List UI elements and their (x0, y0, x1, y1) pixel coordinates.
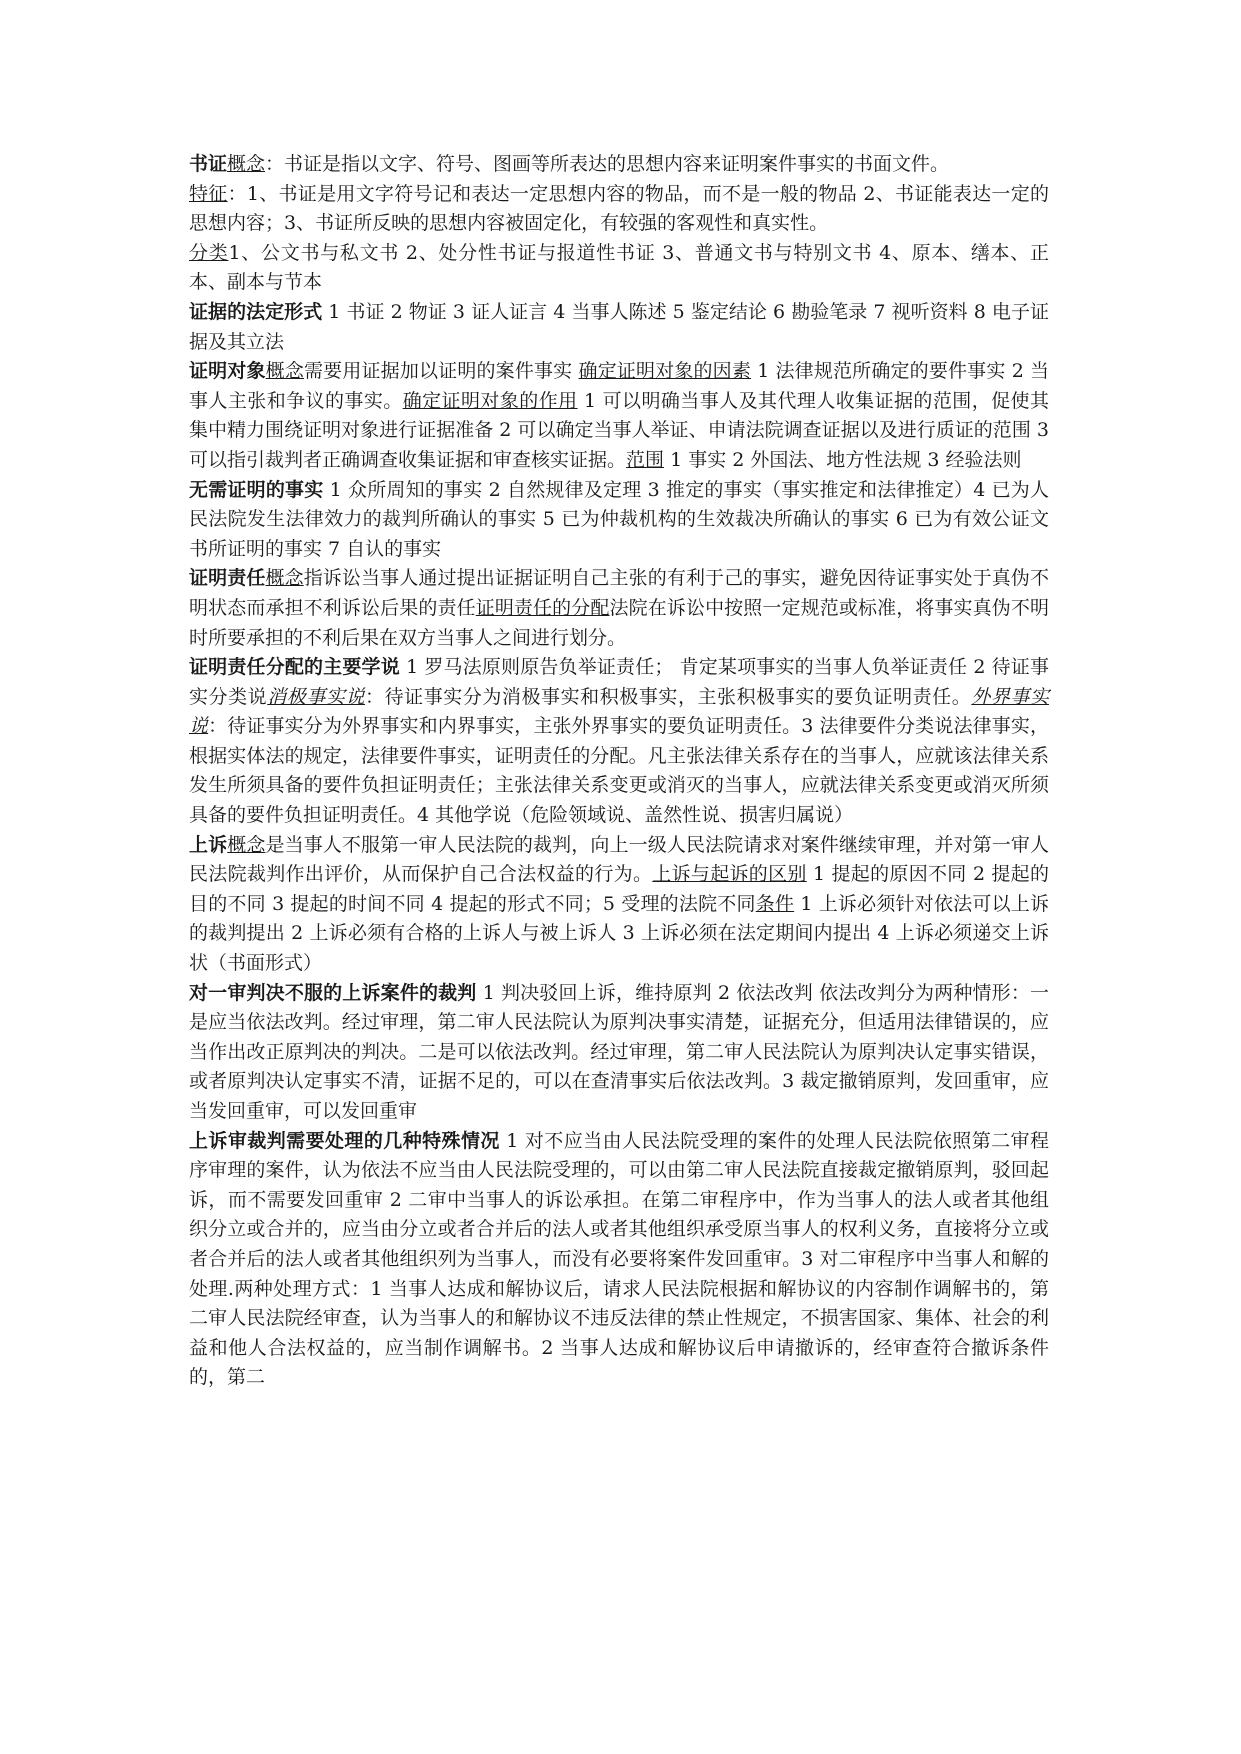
text-run: ：1、书证是用文字符号记和表达一定思想内容的物品，而不是一般的物品 2、书证能表达一定的思想内容；3、书证所反映的思想内容被固定化，有较强的客观性和真实性。 (189, 182, 1049, 235)
heading-shuzheng: 书证 (189, 153, 228, 175)
heading-zhengmingzeren: 证明责任 (189, 567, 266, 590)
label-tezheng: 特征 (189, 182, 228, 205)
text-run: 是当事人不服第一审人民法院的裁判，向上一级人民法院请求对案件继续审理，并对第一审人民法院裁判作出评价，从而保护自己合法权益的行为。 (189, 833, 1049, 886)
text-run: 1 提起的原因不同 2 提起的目的不同 3 提起的时间不同 4 提起的形式不同；5 受理的法院不同 (189, 863, 1049, 915)
text-run: 指诉讼当事人通过提出证据证明自己主张的有利于己的事实，避免因待证事实处于真伪不明状态而承担不利诉讼后果的责任 (189, 567, 1049, 619)
heading-xueshuo: 证明责任分配的主要学说 (189, 656, 400, 679)
label-tiaojian: 条件 (755, 892, 795, 915)
text-run: ：待证事实分为外界事实和内界事实，主张外界事实的要负证明责任。3 法律要件分类说法律事实，根据实体法的规定，法律要件事实，证明责任的分配。凡主张法律关系存在的当事人，应就该法律关系发生所须具备的要件负担证明责任；主张法律关系变更或消灭的当事人，应就法律关系变更或消灭所须具备的要件负担证明责任。4 其他学说（危险领域说、盖然性说、损害归属说） (189, 715, 1049, 827)
text-run: 1 上诉必须针对依法可以上诉的裁判提出 2 上诉必须有合格的上诉人与被上诉人 3 上诉必须在法定期间内提出 4 上诉必须递交上诉状（书面形式） (189, 892, 1049, 975)
heading-wuxuzhengming: 无需证明的事实 (189, 478, 324, 501)
text-run: 1 众所周知的事实 2 自然规律及定理 3 推定的事实（事实推定和法律推定）4 已为人民法院发生法律效力的裁判所确认的事实 5 已为仲裁机构的生效裁决所确认的事实 6 已为有效公证文书所证明的事实 7 自认的事实 (189, 478, 1049, 560)
heading-teshuqingkuang: 上诉审裁判需要处理的几种特殊情况 (189, 1129, 500, 1152)
text-run: 1 对不应当由人民法院受理的案件的处理人民法院依照第二审程序审理的案件，认为依法不应当由人民法院受理的，可以由第二审人民法院直接裁定撤销原判，驳回起诉，而不需要发回重审 2 二审中当事人的诉讼承担。在第二审程序中，作为当事人的法人或者其他组织分立或合并的，应当由分立或者合并后的法人或者其他组织承受原当事人的权利义务，直接将分立或者合并后的法人或者其他组织列为当事人，而没有必要将案件发回重审。3 对二审程序中当事人和解的处理.两种处理方式：1 当事人达成和解协议后，请求人民法院根据和解协议的内容制作调解书的，第二审人民法院经审查，认为当事人的和解协议不违反法律的禁止性规定，不损害国家、集体、社会的利益和他人合法权益的，应当制作调解书。2 当事人达成和解协议后申请撤诉的，经审查符合撤诉条件的，第二 (189, 1129, 1049, 1389)
text-run: 1 罗马法原则原告负举证责任； 肯定某项事实的当事人负举证责任 2 待证事实分类说 (189, 656, 1049, 708)
document-page (189, 150, 1049, 1393)
label-waijie: 外界事实说 (189, 685, 1049, 738)
text-run: 1 法律规范所确定的要件事实 2 当事人主张和争议的事实。 (189, 360, 1049, 412)
label-zuoyong: 确定证明对象的作用 (402, 389, 578, 412)
label-qubie: 上诉与起诉的区别 (652, 863, 807, 886)
para-tezheng (189, 180, 1049, 239)
para-fadingxingshi (189, 298, 1049, 357)
label-fanwei: 范围 (626, 448, 665, 471)
text-run: ：待证事实分为消极事实和积极事实，主张积极事实的要负证明责任。 (365, 685, 972, 708)
para-xueshuo (189, 653, 1049, 831)
label-gainian: 概念 (265, 360, 305, 383)
label-yinsu: 确定证明对象的因素 (578, 360, 752, 383)
para-zhengmingzeren (189, 564, 1049, 653)
heading-yishenpanjue: 对一审判决不服的上诉案件的裁判 (189, 981, 477, 1004)
para-zhengmingduixiang (189, 357, 1049, 475)
label-fenpei: 证明责任的分配 (475, 596, 610, 619)
heading-zhengmingduixiang: 证明对象 (189, 360, 266, 383)
text-run: 1 判决驳回上诉，维持原判 2 依法改判 依法改判分为两种情形：一是应当依法改判。经过审理，第二审人民法院认为原判决事实清楚，证据充分，但适用法律错误的，应当作出改正原判决的判决。二是可以依法改判。经过审理，第二审人民法院认为原判决认定事实错误，或者原判决认定事实不清，证据不足的，可以在查清事实后依法改判。3 裁定撤销原判，发回重审，应当发回重审，可以发回重审 (189, 981, 1049, 1122)
label-xiaoji: 消极事实说 (267, 685, 366, 708)
para-shangsu (189, 831, 1049, 979)
text-run: 1 事实 2 外国法、地方性法规 3 经验法则 (664, 448, 1022, 471)
text-run: 法院在诉讼中按照一定规范或标准，将事实真伪不明时所要承担的不利后果在双方当事人之间进行划分。 (189, 596, 1049, 649)
para-yishenpanjue (189, 979, 1049, 1127)
heading-fadingxingshi: 证据的法定形式 (189, 300, 323, 323)
label-fenlei: 分类 (189, 241, 229, 264)
label-gainian: 概念 (227, 833, 266, 856)
text-run: 1、公文书与私文书 2、处分性书证与报道性书证 3、普通文书与特别文书 4、原本、缮本、正本、副本与节本 (189, 241, 1049, 294)
para-wuxuzhengming (189, 476, 1049, 565)
para-teshuqingkuang (189, 1127, 1049, 1393)
text-run: 1 可以明确当事人及其代理人收集证据的范围，促使其集中精力围绕证明对象进行证据准备 2 可以确定当事人举证、申请法院调查证据以及进行质证的范围 3 可以指引裁判者正确调查收集证据和审查核实证据。 (189, 389, 1049, 471)
text-run: 需要用证据加以证明的案件事实 (304, 360, 579, 383)
text-run: ：书证是指以文字、符号、图画等所表达的思想内容来证明案件事实的书面文件。 (265, 153, 950, 175)
heading-shangsu: 上诉 (189, 833, 228, 856)
text-run: 1 书证 2 物证 3 证人证言 4 当事人陈述 5 鉴定结论 6 勘验笔录 7 视听资料 8 电子证据及其立法 (189, 300, 1049, 353)
para-fenlei (189, 239, 1049, 298)
para-shuzheng (189, 150, 1049, 180)
label-gainian: 概念 (265, 567, 304, 590)
label-gainian: 概念 (227, 153, 266, 175)
